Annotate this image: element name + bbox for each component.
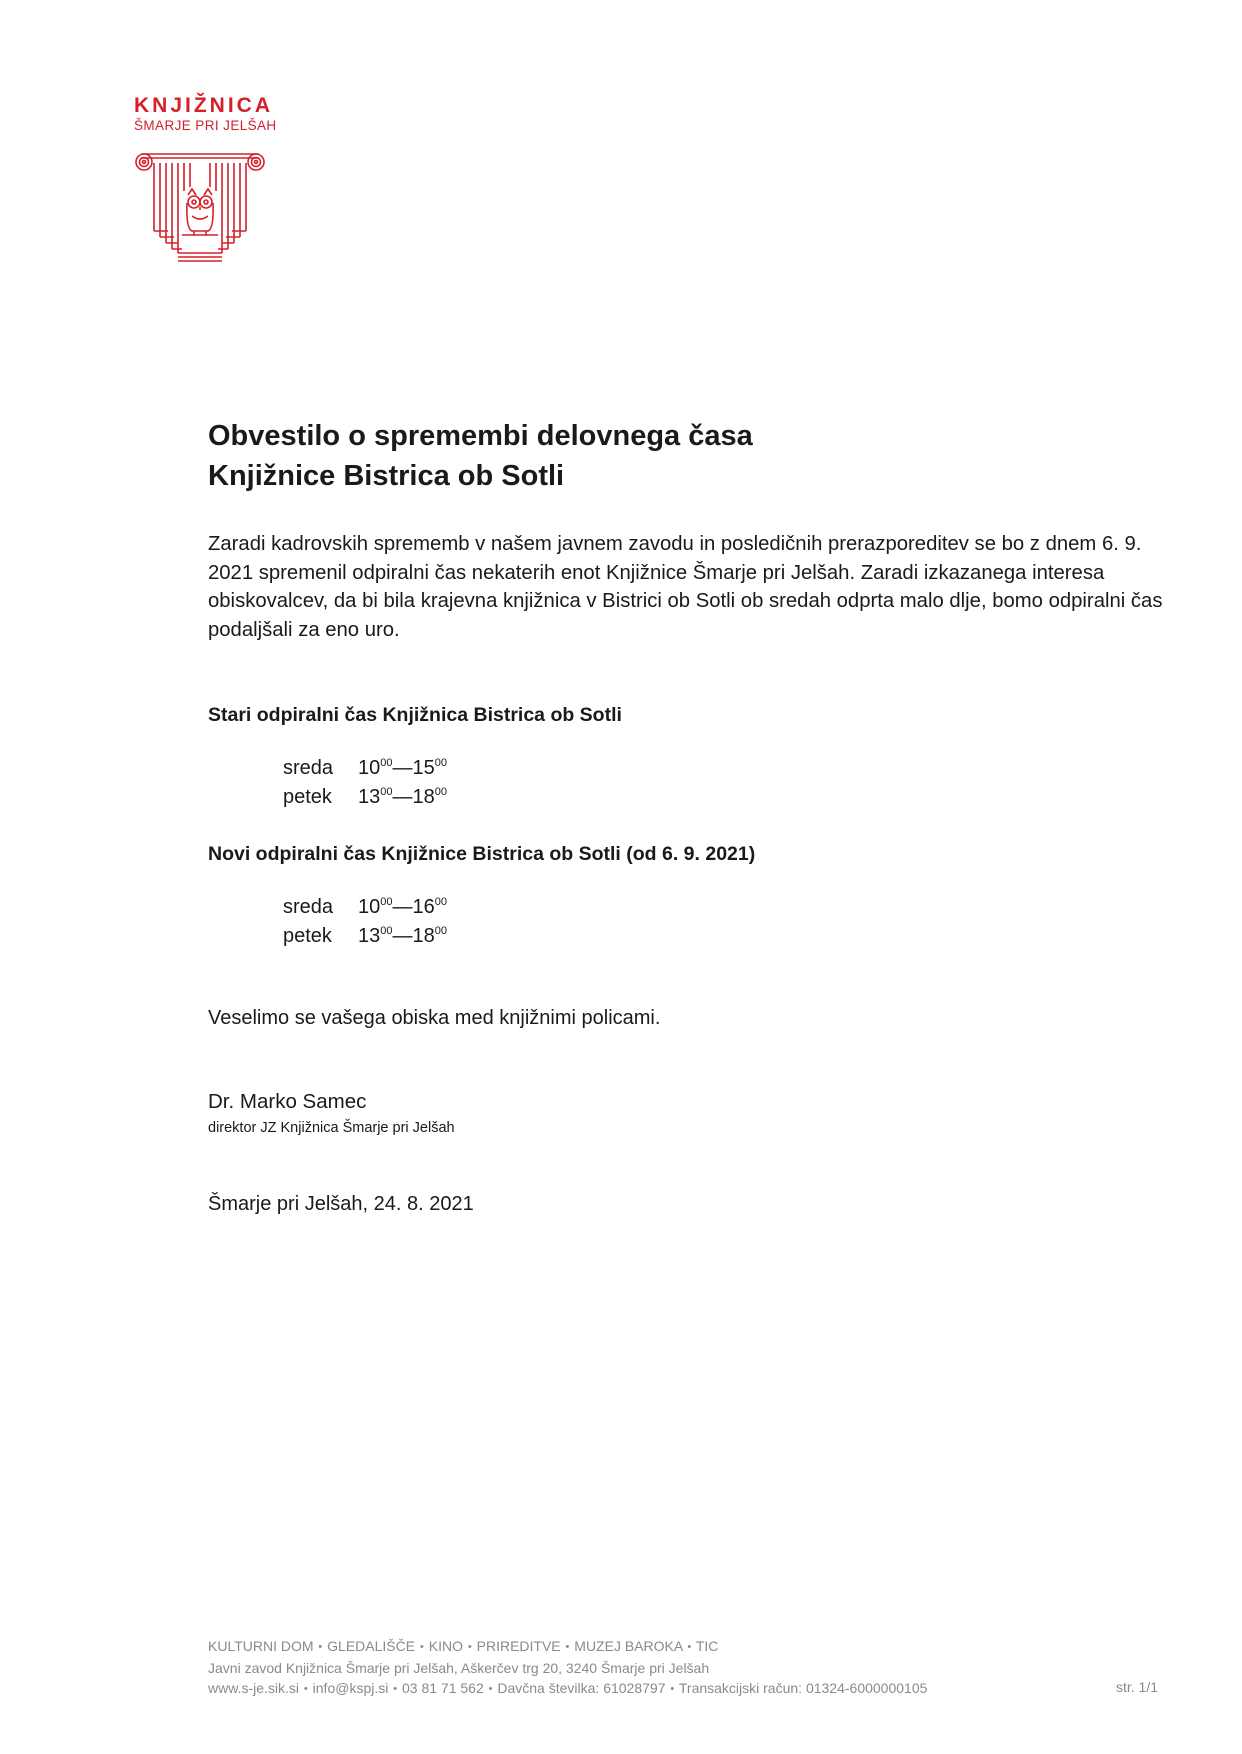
hours-day: petek: [283, 785, 332, 808]
old-hours-heading: Stari odpiralni čas Knjižnica Bistrica ob Sotli: [208, 704, 622, 726]
new-hours-table: [208, 893, 1168, 950]
signature-name: Dr. Marko Samec: [208, 1090, 367, 1113]
old-hours-table: [208, 754, 1168, 811]
website-link[interactable]: www.s-je.sik.si: [208, 1680, 300, 1696]
logo-title: KNJIŽNICA: [134, 94, 274, 117]
title-line-2: Knjižnice Bistrica ob Sotli: [208, 460, 565, 492]
logo-subtitle: ŠMARJE PRI JELŠAH: [134, 118, 277, 133]
notice-body: [208, 416, 1168, 1218]
hours-row: [208, 783, 1168, 812]
hours-day: sreda: [283, 757, 334, 779]
hours-time: $13^{00}—18^{00}$: [358, 785, 447, 808]
hours-time: $13^{00}—18^{00}$: [358, 924, 447, 947]
hours-row: [208, 754, 1168, 783]
library-logo: [134, 94, 284, 134]
place-and-date: Šmarje pri Jelšah, 24. 8. 2021: [208, 1193, 474, 1215]
hours-row: [208, 922, 1168, 951]
page-title: [208, 416, 1168, 496]
page-number: str. 1/1: [1115, 1679, 1158, 1695]
column-owl-emblem-icon: [134, 149, 266, 263]
page-footer: [208, 1636, 1158, 1700]
hours-row: [208, 893, 1168, 922]
email-link[interactable]: info@kspj.si: [312, 1680, 389, 1696]
new-hours-heading: Novi odpiralni čas Knjižnice Bistrica ob Sotli (od 6. 9. 2021): [208, 843, 756, 865]
footer-contacts: www.s-je.sik.si • info@kspj.si • 03 81 71 562 • Davčna številka: 61028797 • Transakcijski račun: 01324-6000000105: [208, 1680, 928, 1696]
signature-role: direktor JZ Knjižnica Šmarje pri Jelšah: [208, 1120, 455, 1136]
title-line-1: Obvestilo o spremembi delovnega časa: [208, 420, 753, 452]
hours-time: $10^{00}—15^{00}$: [358, 757, 447, 779]
footer-address: Javni zavod Knjižnica Šmarje pri Jelšah, Aškerčev trg 20, 3240 Šmarje pri Jelšah: [208, 1659, 710, 1676]
intro-paragraph: Zaradi kadrovskih sprememb v našem javnem zavodu in posledičnih prerazporeditev se bo z dnem 6. 9. 2021 spremenil odpiralni čas nekaterih enot Knjižnice Šmarje pri Jelšah. Zaradi izkazanega interesa obiskovalcev, da bi bila krajevna knjižnica v Bistrici ob Sotli ob sredah odprta malo dlje, bomo odpiralni čas podaljšali za eno uro.: [208, 533, 1163, 641]
hours-day: sreda: [283, 896, 334, 918]
hours-time: $10^{00}—16^{00}$: [358, 896, 447, 918]
closing-sentence: Veselimo se vašega obiska med knjižnimi policami.: [208, 1007, 661, 1029]
footer-services: KULTURNI DOM • GLEDALIŠČE • KINO • PRIREDITVE • MUZEJ BAROKA • TIC: [208, 1638, 719, 1654]
hours-day: petek: [283, 924, 332, 947]
